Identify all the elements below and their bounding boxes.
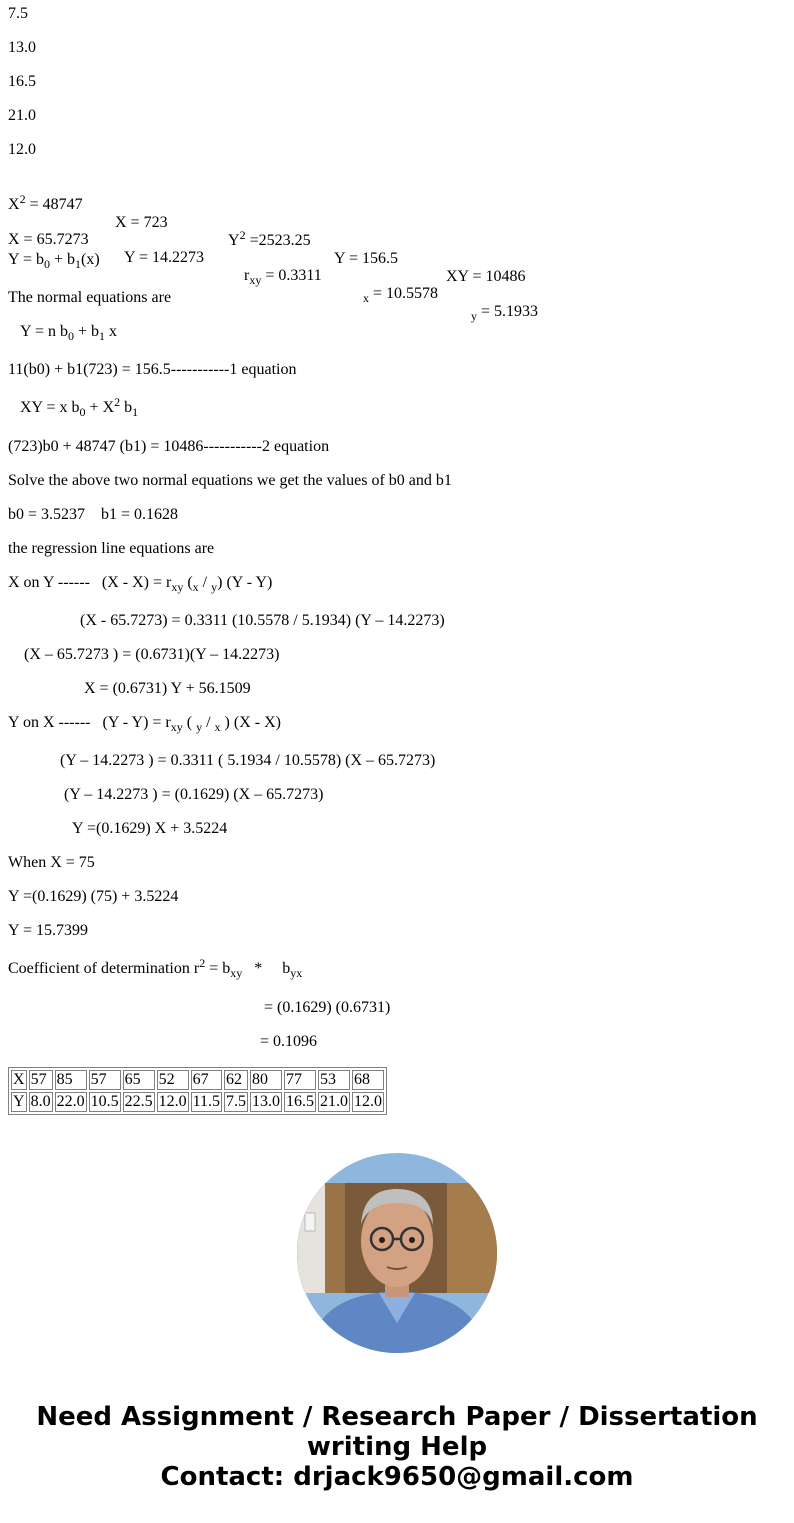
mean-x: X = 65.7273: [8, 231, 89, 248]
std-dev-x: $_x$ = 10.5578: [363, 285, 439, 305]
std-dev-y: $_y$ = 5.1933: [471, 303, 539, 323]
prediction-step: Y =(0.1629) (75) + 3.5224: [8, 888, 179, 905]
avatar: [297, 1153, 497, 1353]
footer-line-2: writing Help: [306, 1432, 488, 1462]
solve-text: Solve the above two normal equations we get the values of b0 and b1: [8, 472, 452, 489]
normal-equation-1: 11(b0) + b1(723) = 156.5-----------1 equation: [8, 361, 297, 378]
table-cell: 16.5: [285, 1093, 314, 1110]
x-on-y-step-1: (X - 65.7273) = 0.3311 (10.5578 / 5.1934) (Y – 14.2273): [80, 612, 445, 629]
when-x: When X = 75: [8, 854, 95, 871]
table-row-x: [11, 1070, 384, 1090]
coefficient-determination-formula: Coefficient of determination $r^2 = b_{xy}$ * $b_{yx}$: [8, 956, 303, 980]
sum-y: Y = 156.5: [334, 250, 398, 267]
table-cell: 80: [250, 1070, 282, 1090]
value-line-2: 13.0: [8, 39, 36, 56]
y-on-x-formula: Y on X ------ $(Y - Y) = r_{xy}$ ( $_y$ / $_x$ ) (X - X): [8, 714, 281, 734]
prediction-result: Y = 15.7399: [8, 922, 88, 939]
correlation-r: $r_{xy} = 0.3311$: [244, 267, 322, 287]
table-cell: 62: [224, 1070, 248, 1090]
y-on-x-step-1: (Y – 14.2273 ) = 0.3311 ( 5.1934 / 10.5578) (X – 65.7273): [60, 752, 436, 769]
sum-xy: XY = 10486: [446, 268, 526, 285]
normal-equation-1-formula: Y = n $b_0 + b_1$ x: [20, 323, 118, 343]
table-cell: 21.0: [319, 1093, 348, 1110]
x-on-y-formula: X on Y ------ $(X - X) = r_{xy}$ $(_x / _y)$ (Y - Y): [8, 574, 273, 594]
table-cell: 57: [29, 1070, 53, 1090]
table-cell: 22.0: [56, 1093, 85, 1110]
value-line-5: 12.0: [8, 141, 36, 158]
sum-x: X = 723: [115, 214, 168, 231]
mean-y: Y = 14.2273: [124, 249, 204, 266]
table-cell: 12.0: [353, 1093, 382, 1110]
normal-intro: The normal equations are: [8, 289, 172, 306]
model-equation: $Y = b_0 + b_1(x)$: [8, 251, 100, 271]
normal-equation-2-formula: XY = x $b_0 + X^2$ $b_1$: [20, 395, 139, 419]
table-header-y: Y: [13, 1093, 25, 1110]
coefficient-determination-step: = (0.1629) (0.6731): [264, 999, 391, 1016]
table-cell: 68: [352, 1070, 384, 1090]
table-cell: 53: [318, 1070, 350, 1090]
footer-promo: [0, 1402, 794, 1492]
table-cell: 10.5: [90, 1093, 119, 1110]
coefficient-determination-result: = 0.1096: [260, 1033, 318, 1050]
value-line-3: 16.5: [8, 73, 36, 90]
coefficients: b0 = 3.5237 b1 = 0.1628: [8, 506, 179, 523]
table-cell: 52: [157, 1070, 189, 1090]
table-cell: 85: [55, 1070, 87, 1090]
sum-y2: $Y^2 =2523.25$: [228, 228, 311, 249]
x-on-y-result: X = (0.6731) Y + 56.1509: [84, 680, 251, 697]
footer-line-1: Need Assignment / Research Paper / Dissertation: [36, 1402, 758, 1432]
table-cell: 22.5: [124, 1093, 153, 1110]
table-cell: 7.5: [225, 1093, 246, 1110]
avatar-portrait: [297, 1153, 497, 1353]
table-cell: 67: [191, 1070, 222, 1090]
table-cell: 77: [284, 1070, 316, 1090]
table-header-x: X: [13, 1071, 25, 1088]
table-cell: 65: [123, 1070, 155, 1090]
regression-intro: the regression line equations are: [8, 540, 215, 557]
data-table: [8, 1067, 387, 1115]
table-cell: 11.5: [192, 1093, 220, 1110]
footer-contact: Contact: drjack9650@gmail.com: [160, 1462, 634, 1492]
y-on-x-result: Y =(0.1629) X + 3.5224: [72, 820, 228, 837]
table-row-y: [11, 1092, 384, 1112]
x-on-y-step-2: (X – 65.7273 ) = (0.6731)(Y – 14.2273): [24, 646, 280, 663]
normal-equation-2: (723)b0 + 48747 (b1) = 10486-----------2 equation: [8, 438, 330, 455]
value-line-4: 21.0: [8, 107, 36, 124]
y-on-x-step-2: (Y – 14.2273 ) = (0.1629) (X – 65.7273): [64, 786, 324, 803]
table-cell: 13.0: [251, 1093, 280, 1110]
table-cell: 8.0: [30, 1093, 51, 1110]
sum-x2: $X^2 = 48747$: [8, 192, 83, 213]
table-cell: 12.0: [158, 1093, 187, 1110]
value-line-1: 7.5: [8, 5, 28, 22]
table-cell: 57: [89, 1070, 121, 1090]
